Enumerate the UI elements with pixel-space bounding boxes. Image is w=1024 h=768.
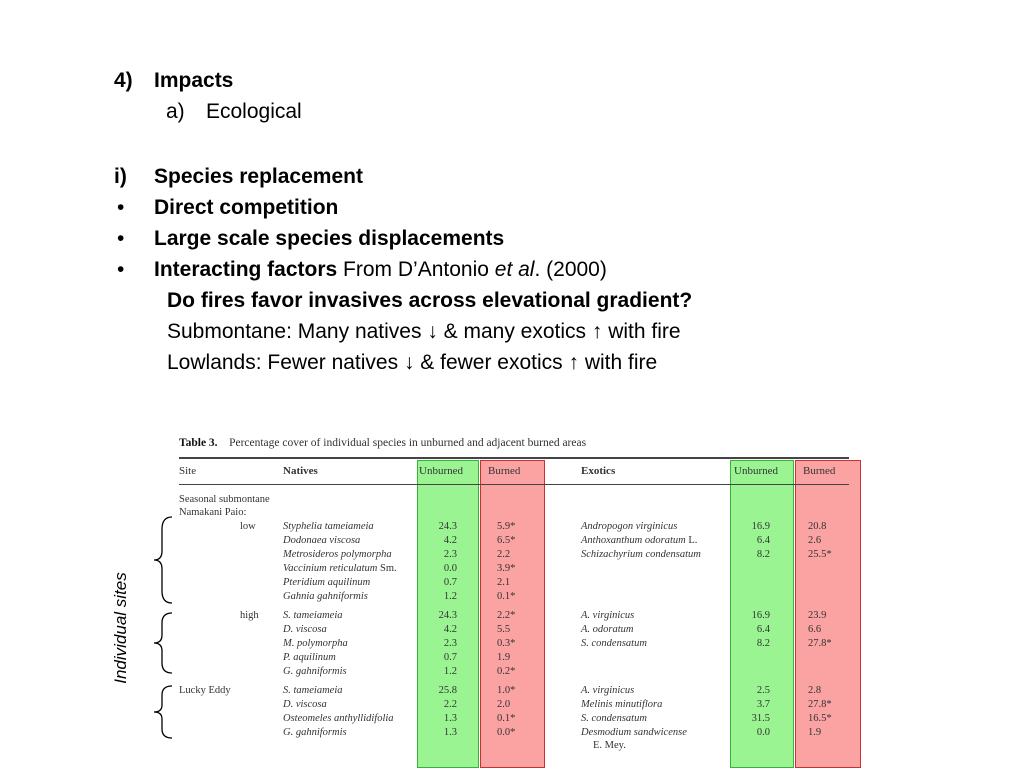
natives-burned-value: 1.0*	[497, 685, 516, 696]
natives-unburned-value: 1.3	[443, 727, 457, 738]
exotics-unburned-value: 16.9	[751, 521, 770, 532]
native-species-authority: Sm.	[377, 563, 397, 574]
lowlands-line: Lowlands: Fewer natives ↓ & fewer exotics ↑ with fire	[167, 351, 658, 374]
exotics-burned-value: 1.9	[808, 727, 822, 738]
header-unburned: Unburned	[419, 465, 463, 477]
native-species-name: S. tameiameia	[283, 685, 343, 696]
native-species-name: D. viscosa	[283, 624, 327, 635]
natives-unburned-value: 0.7	[443, 577, 457, 588]
natives-burned-value: 5.5	[497, 624, 511, 635]
citation-etal: et al	[494, 258, 535, 281]
row-site: low	[240, 521, 256, 532]
bullet-glyph: •	[117, 258, 125, 281]
header-site: Site	[179, 465, 197, 477]
table-header-rule	[179, 484, 849, 485]
exotics-burned-value: 27.8*	[808, 638, 832, 649]
exotics-burned-value: 2.6	[808, 535, 822, 546]
native-species-name: M. polymorpha	[283, 638, 348, 649]
natives-unburned-value: 2.3	[443, 549, 457, 560]
exotic-species	[581, 534, 697, 547]
natives-burned-value: 1.9	[497, 652, 511, 663]
native-species	[283, 576, 370, 589]
natives-burned-value: 0.2*	[497, 666, 516, 677]
natives-burned-value: 2.2*	[497, 610, 516, 621]
native-species-name: Styphelia tameiameia	[283, 521, 374, 532]
research-question: Do fires favor invasives across elevational gradient?	[167, 289, 693, 312]
natives-burned-value: 2.2	[497, 549, 511, 560]
native-species-name: Pteridium aquilinum	[283, 577, 371, 588]
native-species-name: P. aquilinum	[283, 652, 336, 663]
exotic-species	[581, 623, 634, 636]
exotics-burned-value: 2.8	[808, 685, 822, 696]
item-i-text: Species replacement	[154, 165, 363, 188]
header-exotics: Exotics	[581, 465, 616, 477]
subsection-title: Ecological	[206, 100, 302, 123]
natives-unburned-value: 4.2	[443, 624, 457, 635]
subsection-number: a)	[166, 100, 185, 123]
section-number: 4)	[114, 69, 133, 92]
natives-unburned-value: 0.7	[443, 652, 457, 663]
natives-unburned-value: 25.8	[438, 685, 457, 696]
native-species	[283, 726, 347, 739]
exotics-unburned-value: 6.4	[756, 535, 770, 546]
exotic-species-name: Anthoxanthum odoratum	[581, 535, 686, 546]
row-site: Lucky Eddy	[179, 685, 231, 696]
native-species-name: G. gahniformis	[283, 727, 347, 738]
individual-sites-label: Individual sites	[111, 572, 130, 684]
exotic-species-name: Melinis minutiflora	[581, 699, 663, 710]
native-species	[283, 609, 343, 622]
exotic-species	[581, 684, 634, 697]
exotics-unburned-value: 8.2	[756, 638, 770, 649]
native-species	[283, 684, 343, 697]
natives-unburned-value: 24.3	[438, 610, 457, 621]
native-species	[283, 712, 394, 725]
natives-unburned-value: 4.2	[443, 535, 457, 546]
native-species-name: Gahnia gahniformis	[283, 591, 368, 602]
header-unburned-2: Unburned	[734, 465, 778, 477]
native-species-name: Osteomeles anthyllidifolia	[283, 713, 394, 724]
header-natives: Natives	[283, 465, 318, 477]
exotics-burned-value: 20.8	[808, 521, 827, 532]
row-site: high	[240, 610, 259, 621]
native-species-name: Vaccinium reticulatum	[283, 563, 378, 574]
exotics-burned-value: 6.6	[808, 624, 822, 635]
native-species	[283, 651, 336, 664]
natives-unburned-value: 1.3	[443, 713, 457, 724]
bullet-3-bold: Interacting factors	[154, 258, 338, 281]
exotic-species-name: S. condensatum	[581, 638, 647, 649]
native-species	[283, 562, 397, 575]
exotic-species	[581, 609, 634, 622]
exotic-species	[581, 548, 701, 561]
exotics-burned-value: 23.9	[808, 610, 827, 621]
natives-burned-value: 5.9*	[497, 521, 516, 532]
exotics-unburned-value: 3.7	[756, 699, 770, 710]
natives-burned-value: 0.3*	[497, 638, 516, 649]
exotic-species-name: A. odoratum	[581, 624, 634, 635]
natives-unburned-value: 24.3	[438, 521, 457, 532]
exotics-burned-value: 25.5*	[808, 549, 832, 560]
citation-year: . (2000)	[534, 258, 607, 281]
submontane-line: Submontane: Many natives ↓ & many exotics ↑ with fire	[167, 320, 681, 343]
bullet-text-2: Large scale species displacements	[154, 227, 505, 250]
natives-burned-value: 2.1	[497, 577, 511, 588]
table-caption-text: Percentage cover of individual species in unburned and adjacent burned areas	[229, 437, 587, 449]
natives-burned-value: 6.5*	[497, 535, 516, 546]
bullet-glyph: •	[117, 227, 125, 250]
citation-from: From D’Antonio	[337, 258, 495, 281]
exotic-species	[581, 712, 647, 725]
exotic-species-name: A. virginicus	[581, 685, 635, 696]
exotic-species	[581, 637, 647, 650]
native-species-name: G. gahniformis	[283, 666, 347, 677]
bullet-glyph: •	[117, 196, 125, 219]
native-species	[283, 548, 392, 561]
exotics-unburned-value: 16.9	[751, 610, 770, 621]
bullet-text-1: Direct competition	[154, 196, 339, 219]
native-species	[283, 637, 348, 650]
natives-unburned-value: 2.2	[443, 699, 457, 710]
native-species	[283, 520, 374, 533]
natives-burned-value: 0.1*	[497, 713, 516, 724]
natives-unburned-value: 1.2	[443, 666, 457, 677]
natives-burned-value: 3.9*	[497, 563, 516, 574]
exotics-unburned-value: 31.5	[751, 713, 770, 724]
exotic-species-authority: E. Mey.	[593, 740, 626, 751]
native-species	[283, 665, 347, 678]
group-title-2: Namakani Paio:	[179, 507, 247, 518]
exotic-species-name: Schizachyrium condensatum	[581, 549, 701, 560]
exotic-species	[581, 698, 662, 711]
natives-unburned-value: 0.0	[443, 563, 457, 574]
native-species	[283, 590, 368, 603]
exotics-unburned-value: 8.2	[756, 549, 770, 560]
natives-unburned-value: 1.2	[443, 591, 457, 602]
exotics-unburned-value: 2.5	[756, 685, 770, 696]
table-caption	[179, 437, 586, 449]
exotics-burned-value: 16.5*	[808, 713, 832, 724]
native-species	[283, 623, 327, 636]
native-species	[283, 698, 327, 711]
native-species-name: Metrosideros polymorpha	[283, 549, 392, 560]
exotics-unburned-value: 6.4	[756, 624, 770, 635]
exotics-burned-value: 27.8*	[808, 699, 832, 710]
exotic-species-name: Desmodium sandwicense	[581, 727, 687, 738]
natives-burned-value: 0.1*	[497, 591, 516, 602]
section-title: Impacts	[154, 69, 234, 92]
native-species-name: Dodonaea viscosa	[283, 535, 361, 546]
bullet-text-3	[154, 258, 607, 282]
natives-unburned-value: 2.3	[443, 638, 457, 649]
native-species-name: S. tameiameia	[283, 610, 343, 621]
natives-burned-value: 2.0	[497, 699, 511, 710]
exotics-unburned-value: 0.0	[756, 727, 770, 738]
native-species-name: D. viscosa	[283, 699, 327, 710]
exotic-species-authority: L.	[685, 535, 698, 546]
header-burned: Burned	[488, 465, 521, 477]
table-top-rule	[179, 457, 849, 459]
header-burned-2: Burned	[803, 465, 836, 477]
group-title-1: Seasonal submontane	[179, 494, 270, 505]
exotic-species-name: S. condensatum	[581, 713, 647, 724]
native-species	[283, 534, 360, 547]
item-i-number: i)	[114, 165, 127, 188]
table-caption-label: Table 3.	[179, 437, 218, 449]
exotic-species-name: A. virginicus	[581, 610, 635, 621]
species-cover-table	[165, 428, 865, 768]
natives-burned-value: 0.0*	[497, 727, 516, 738]
exotic-species	[581, 520, 677, 533]
exotic-species	[581, 726, 687, 739]
exotic-species-name: Andropogon virginicus	[581, 521, 678, 532]
